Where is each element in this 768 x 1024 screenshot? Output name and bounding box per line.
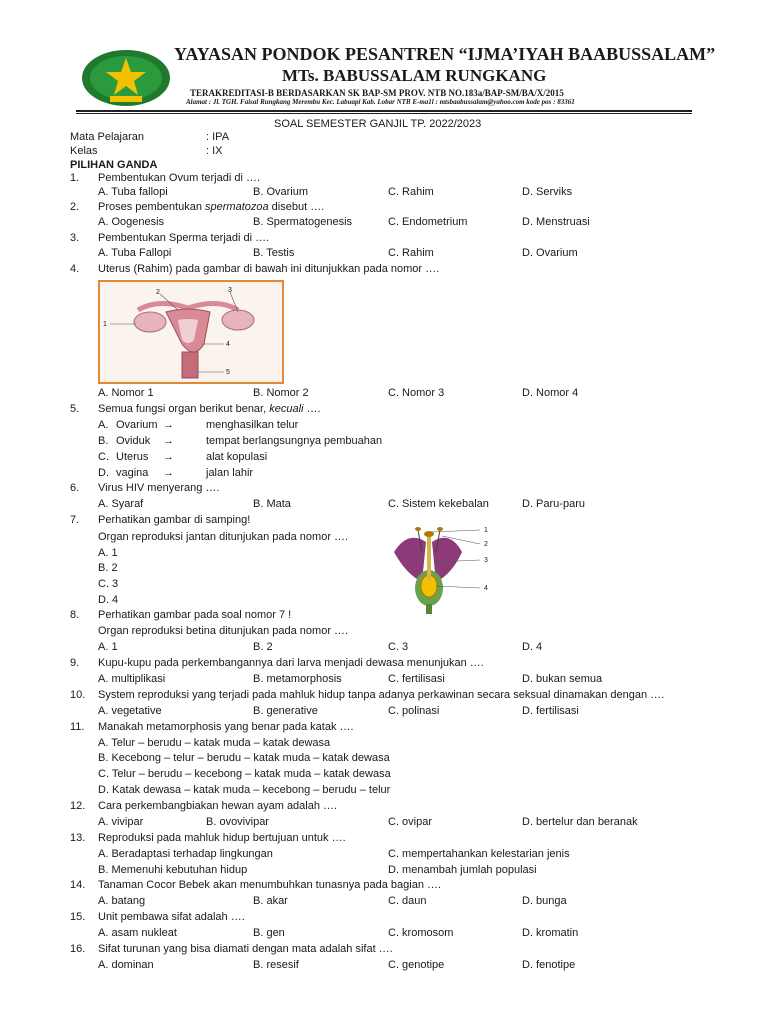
q10-number: 10.: [70, 689, 86, 701]
q2-option-a: A. Oogenesis: [98, 216, 165, 228]
q5-text: Semua fungsi organ berikut benar, kecuali ….: [98, 403, 321, 415]
q12-option-c: C. ovipar: [388, 816, 433, 828]
q13-option-c: C. mempertahankan kelestarian jenis: [388, 848, 570, 860]
section-heading: PILIHAN GANDA: [70, 159, 158, 171]
q3-number: 3.: [70, 232, 80, 244]
uterus-label-2: 2: [156, 289, 160, 296]
uterus-label-4: 4: [226, 341, 230, 348]
uterus-label-3: 3: [228, 287, 232, 294]
q6-option-c: C. Sistem kekebalan: [388, 498, 489, 510]
q15-option-a: A. asam nukleat: [98, 927, 177, 939]
q10-option-a: A. vegetative: [98, 705, 162, 717]
q16-number: 16.: [70, 943, 86, 955]
q16-option-a: A. dominan: [98, 959, 154, 971]
q15-number: 15.: [70, 911, 86, 923]
q10-text: System reproduksi yang terjadi pada mahluk hidup tanpa adanya perkawinan secara seksual dinamakan dengan ….: [98, 689, 665, 701]
q7-option-a: A. 1: [98, 547, 118, 559]
q11-option-a: A. Telur – berudu – katak muda – katak dewasa: [98, 737, 331, 749]
flower-label-2: 2: [484, 541, 488, 548]
q15-option-b: B. gen: [253, 927, 285, 939]
q5-option-c-organ: Uterus: [116, 451, 149, 463]
q11-option-d: D. Katak dewasa – katak muda – kecebong – berudu – telur: [98, 784, 391, 796]
q12-option-d: D. bertelur dan beranak: [522, 816, 638, 828]
q12-number: 12.: [70, 800, 86, 812]
header-rule-thin: [76, 113, 692, 114]
q4-text: Uterus (Rahim) pada gambar di bawah ini ditunjukkan pada nomor ….: [98, 263, 440, 275]
q8-text: Perhatikan gambar pada soal nomor 7 !: [98, 609, 292, 621]
uterus-label-5: 5: [226, 369, 230, 376]
q5-option-d-function: jalan lahir: [206, 467, 254, 479]
q5-option-c-letter: C.: [98, 451, 109, 463]
q13-option-b: B. Memenuhi kebutuhan hidup: [98, 864, 248, 876]
q6-option-d: D. Paru-paru: [522, 498, 585, 510]
header-org: YAYASAN PONDOK PESANTREN “IJMA’IYAH BAABUSSALAM”: [174, 44, 716, 64]
q4-number: 4.: [70, 263, 80, 275]
class-value: : IX: [206, 145, 223, 157]
q11-option-b: B. Kecebong – telur – berudu – katak muda – katak dewasa: [98, 752, 390, 764]
q11-text: Manakah metamorphosis yang benar pada katak ….: [98, 721, 354, 733]
q1-option-b: B. Ovarium: [253, 186, 309, 198]
q13-option-a: A. Beradaptasi terhadap lingkungan: [98, 848, 273, 860]
header-address: Alamat : Jl. TGH. Faisal Rungkang Merembu Kec. Labuapi Kab. Lobar NTB E-ma1l : mtsbaabussalam@yahoo.com kode pos : 83361: [186, 98, 575, 106]
q5-option-b-function: tempat berlangsungnya pembuahan: [206, 435, 383, 447]
q4-option-d: D. Nomor 4: [522, 387, 579, 399]
q16-option-c: C. genotipe: [388, 959, 445, 971]
flower-diagram: [384, 522, 494, 614]
q7-text-2: Organ reproduksi jantan ditunjukan pada nomor ….: [98, 531, 349, 543]
q3-option-c: C. Rahim: [388, 247, 434, 259]
q14-option-b: B. akar: [253, 895, 288, 907]
q7-number: 7.: [70, 514, 80, 526]
q9-option-d: D. bukan semua: [522, 673, 603, 685]
q3-option-b: B. Testis: [253, 247, 295, 259]
q16-option-b: B. resesif: [253, 959, 299, 971]
uterus-label-1: 1: [103, 321, 107, 328]
q9-option-b: B. metamorphosis: [253, 673, 342, 685]
q16-option-d: D. fenotipe: [522, 959, 576, 971]
q14-option-a: A. batang: [98, 895, 146, 907]
q10-option-b: B. generative: [253, 705, 318, 717]
q5-option-d-letter: D.: [98, 467, 109, 479]
q5-option-a-arrow: →: [163, 419, 174, 431]
q9-option-c: C. fertilisasi: [388, 673, 445, 685]
q13-number: 13.: [70, 832, 86, 844]
q14-option-d: D. bunga: [522, 895, 567, 907]
uterus-diagram: [98, 280, 284, 384]
q10-option-d: D. fertilisasi: [522, 705, 579, 717]
q14-number: 14.: [70, 879, 86, 891]
q5-option-b-organ: Oviduk: [116, 435, 151, 447]
q15-option-d: D. kromatin: [522, 927, 579, 939]
q14-option-c: C. daun: [388, 895, 427, 907]
q12-text: Cara perkembangbiakan hewan ayam adalah ….: [98, 800, 338, 812]
q5-number: 5.: [70, 403, 80, 415]
q4-option-c: C. Nomor 3: [388, 387, 445, 399]
q3-text: Pembentukan Sperma terjadi di ….: [98, 232, 270, 244]
q2-number: 2.: [70, 201, 80, 213]
q2-option-d: D. Menstruasi: [522, 216, 590, 228]
q8-option-c: C. 3: [388, 641, 409, 653]
q1-text: Pembentukan Ovum terjadi di ….: [98, 172, 261, 184]
q3-option-d: D. Ovarium: [522, 247, 578, 259]
q8-option-a: A. 1: [98, 641, 118, 653]
q13-option-d: D. menambah jumlah populasi: [388, 864, 537, 876]
q6-option-a: A. Syaraf: [98, 498, 144, 510]
q8-option-b: B. 2: [253, 641, 273, 653]
q5-option-c-function: alat kopulasi: [206, 451, 268, 463]
q10-option-c: C. polinasi: [388, 705, 440, 717]
q5-option-d-organ: vagina: [116, 467, 149, 479]
q5-option-d-arrow: →: [163, 467, 174, 479]
q5-option-a-letter: A.: [98, 419, 109, 431]
q9-option-a: A. multiplikasi: [98, 673, 166, 685]
q5-option-a-organ: Ovarium: [116, 419, 158, 431]
subject-label: Mata Pelajaran: [70, 131, 144, 143]
q8-option-d: D. 4: [522, 641, 543, 653]
q7-option-d: D. 4: [98, 594, 119, 606]
flower-label-4: 4: [484, 585, 488, 592]
subject-value: : IPA: [206, 131, 230, 143]
q1-number: 1.: [70, 172, 80, 184]
q11-option-c: C. Telur – berudu – kecebong – katak muda – katak dewasa: [98, 768, 391, 780]
q4-option-b: B. Nomor 2: [253, 387, 309, 399]
q6-text: Virus HIV menyerang ….: [98, 482, 220, 494]
q2-option-b: B. Spermatogenesis: [253, 216, 353, 228]
q6-option-b: B. Mata: [253, 498, 291, 510]
q7-option-b: B. 2: [98, 562, 118, 574]
flower-label-1: 1: [484, 527, 488, 534]
q7-option-c: C. 3: [98, 578, 119, 590]
q11-number: 11.: [70, 721, 85, 733]
q1-option-d: D. Serviks: [522, 186, 573, 198]
header-school: MTs. BABUSSALAM RUNGKANG: [282, 66, 547, 85]
header-accreditation: TERAKREDITASI-B BERDASARKAN SK BAP-SM PROV. NTB NO.183a/BAP-SM/BA/X/2015: [190, 88, 564, 98]
q5-option-a-function: menghasilkan telur: [206, 419, 299, 431]
q12-option-a: A. vivipar: [98, 816, 144, 828]
school-logo: [80, 48, 172, 108]
flower-label-3: 3: [484, 557, 488, 564]
q13-text: Reproduksi pada mahluk hidup bertujuan untuk ….: [98, 832, 346, 844]
q9-number: 9.: [70, 657, 80, 669]
q2-option-c: C. Endometrium: [388, 216, 468, 228]
q1-option-c: C. Rahim: [388, 186, 434, 198]
q5-option-c-arrow: →: [163, 451, 174, 463]
q14-text: Tanaman Cocor Bebek akan menumbuhkan tunasnya pada bagian ….: [98, 879, 442, 891]
q15-text: Unit pembawa sifat adalah ….: [98, 911, 245, 923]
q15-option-c: C. kromosom: [388, 927, 454, 939]
exam-title: SOAL SEMESTER GANJIL TP. 2022/2023: [274, 118, 482, 130]
q12-option-b: B. ovovivipar: [206, 816, 269, 828]
class-label: Kelas: [70, 145, 98, 157]
q16-text: Sifat turunan yang bisa diamati dengan mata adalah sifat ….: [98, 943, 393, 955]
q3-option-a: A. Tuba Fallopi: [98, 247, 172, 259]
q4-option-a: A. Nomor 1: [98, 387, 154, 399]
q1-option-a: A. Tuba fallopi: [98, 186, 168, 198]
q5-option-b-letter: B.: [98, 435, 109, 447]
q6-number: 6.: [70, 482, 80, 494]
q8-text-2: Organ reproduksi betina ditunjukan pada nomor ….: [98, 625, 349, 637]
q7-text: Perhatikan gambar di samping!: [98, 514, 251, 526]
header-rule: [76, 110, 692, 112]
q2-text: Proses pembentukan spermatozoa disebut ….: [98, 201, 325, 213]
q8-number: 8.: [70, 609, 80, 621]
q5-option-b-arrow: →: [163, 435, 174, 447]
q9-text: Kupu-kupu pada perkembangannya dari larva menjadi dewasa menunjukan ….: [98, 657, 484, 669]
